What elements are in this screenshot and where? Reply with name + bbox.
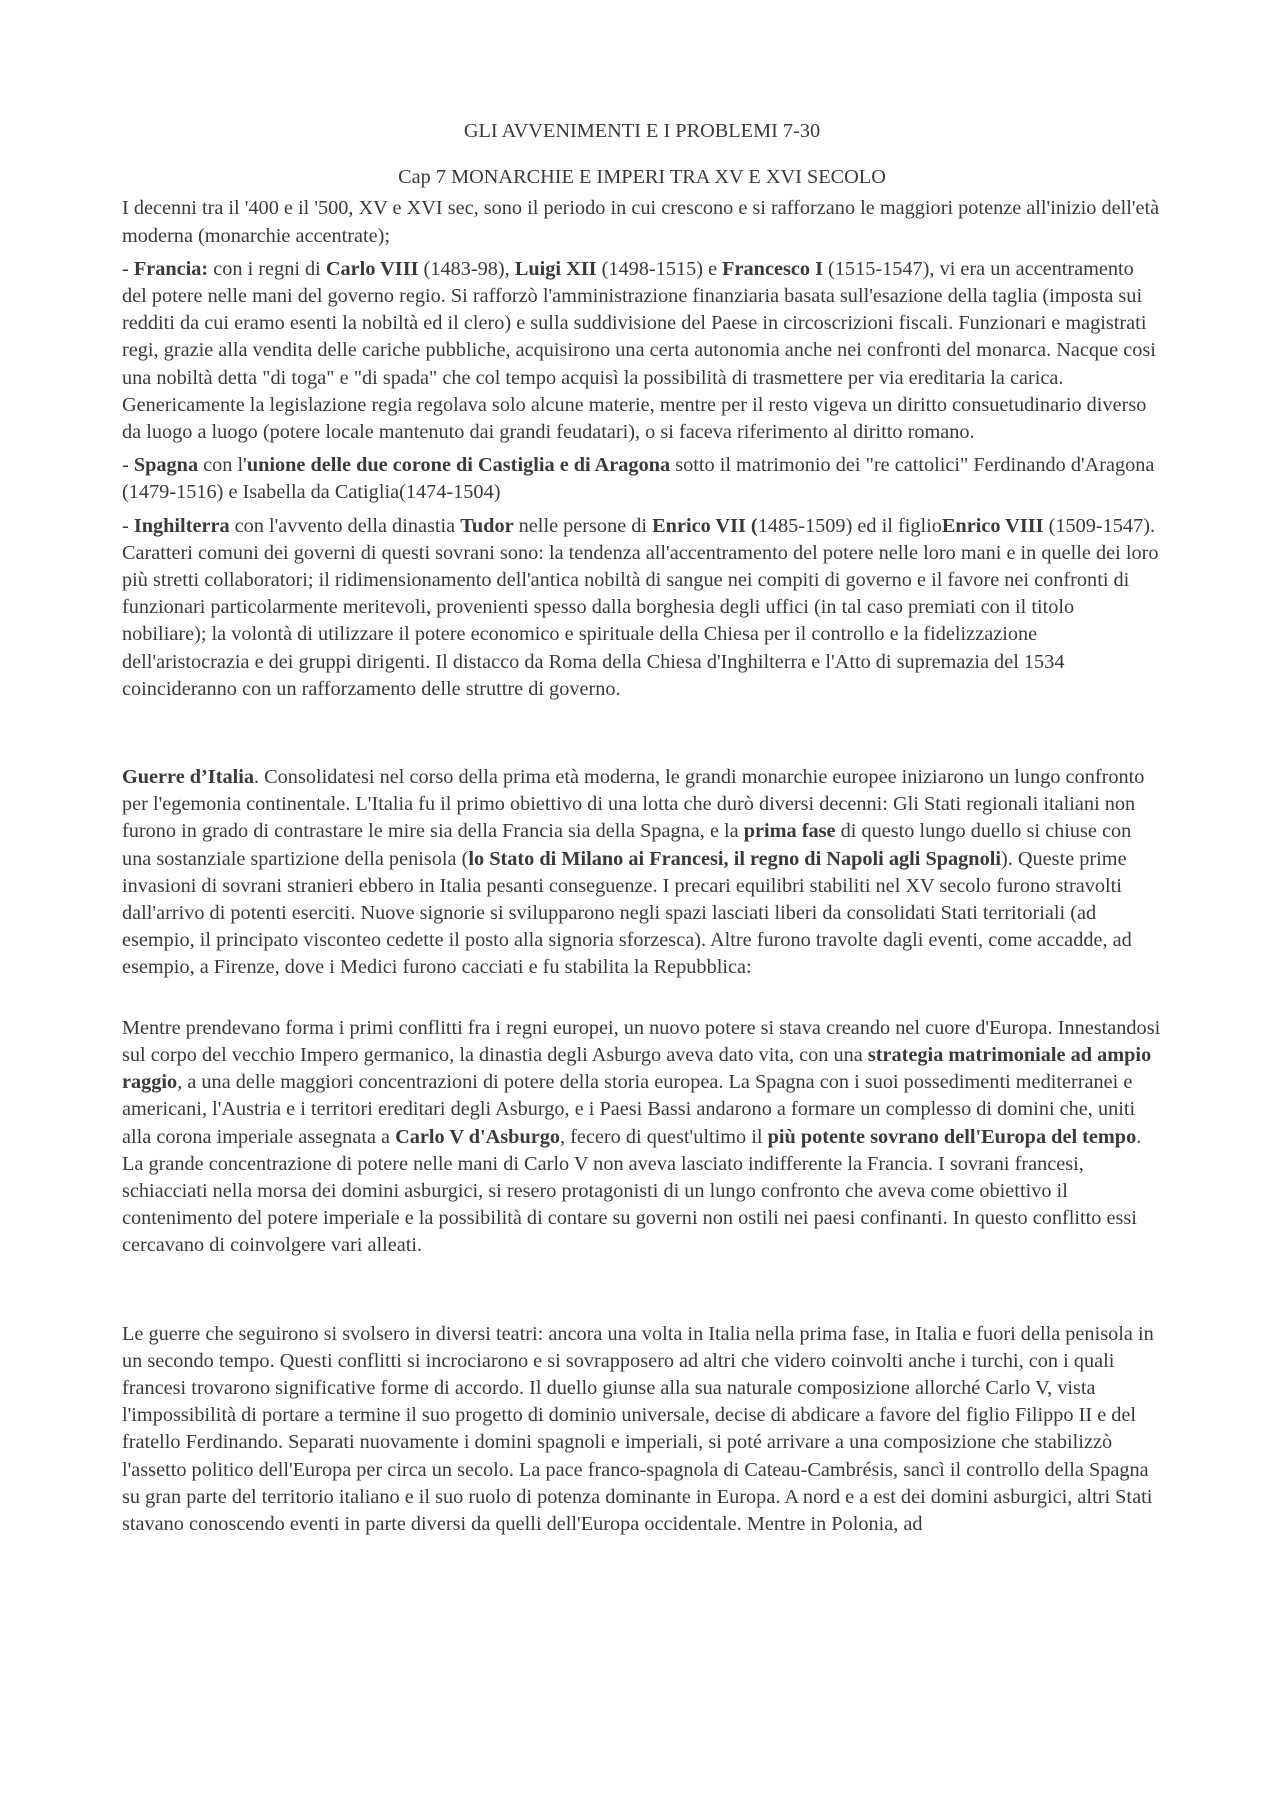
term-enrico-viii: Enrico VIII <box>941 514 1044 537</box>
term-carlo-v: Carlo V d'Asburgo <box>395 1125 561 1148</box>
term-tudor: Tudor <box>460 514 514 537</box>
spacer <box>122 988 1162 1015</box>
paragraph-guerre-italia: Guerre d’Italia. Consolidatesi nel corso della prima età moderna, le grandi monarchie europee iniziarono un lungo confronto per l'egemonia continentale. L'Italia fu il primo obiettivo di una lotta che durò diversi decenni: Gli Stati regionali italiani non furono in grado di contrastare le mire sia della Francia sia della Spagna, e la prima fase di questo lungo duello si chiuse con una sostanziale spartizione della penisola (lo Stato di Milano ai Francesi, il regno di Napoli agli Spagnoli). Queste prime invasioni di sovrani stranieri ebbero in Italia pesanti conseguenze. I precari equilibri stabiliti nel XV secolo furono stravolti dall'arrivo di potenti eserciti. Nuove signorie si svilupparono negli spazi lasciati liberi da consolidati Stati territoriali (ad esempio, il principato visconteo cedette il posto alla signoria sforzesca). Altre furono travolte dagli eventi, come accadde, ad esempio, a Firenze, dove i Medici furono cacciati e fu stabilita la Repubblica: <box>122 766 1145 979</box>
intro-paragraph: I decenni tra il '400 e il '500, XV e XVI sec, sono il periodo in cui crescono e si rafforzano le maggiori potenze all'inizio dell'età moderna (monarchie accentrate); <box>122 197 1160 247</box>
term-enrico-vii: Enrico VII ( <box>652 514 758 537</box>
paragraph-spagna: - Spagna con l'unione delle due corone di Castiglia e di Aragona sotto il matrimonio dei "re cattolici" Ferdinando d'Aragona (1479-1516) e Isabella da Catiglia(1474-1504) <box>122 454 1155 504</box>
term-guerre-italia: Guerre d’Italia <box>122 766 254 789</box>
paragraph-teatri: Le guerre che seguirono si svolsero in diversi teatri: ancora una volta in Italia nella prima fase, in Italia e fuori della penisola in un secondo tempo. Questi conflitti si incrociarono e si sovrapposero ad altri che videro coinvolti anche i turchi, con i quali francesi trovarono significative forme di accordo. Il duello giunse alla sua naturale composizione allorché Carlo V, vista l'impossibilità di portare a termine il suo progetto di dominio universale, decise di abdicare a favore del figlio Filippo II e del fratello Ferdinando. Separati nuovamente i domini spagnoli e imperiali, si poté arrivare a una composizione che stabilizzò l'assetto politico dell'Europa per circa un secolo. La pace franco-spagnola di Cateau-Cambrésis, sancì il controllo della Spagna su gran parte del territorio italiano e il suo ruolo di potenza dominante in Europa. A nord e a est dei domini asburgici, altri Stati stavano conoscendo eventi in parte diversi da quelli dell'Europa occidentale. Mentre in Polonia, ad <box>122 1322 1154 1535</box>
paragraph-francia: - Francia: con i regni di Carlo VIII (1483-98), Luigi XII (1498-1515) e Francesco I (1515-1547), vi era un accentramento del potere nelle mani del governo regio. Si rafforzò l'amministrazione finanziaria basata sull'esazione della taglia (imposta sui redditi da cui eramo esenti la nobiltà ed il clero) e sulla suddivisione del Paese in circoscrizioni fiscali. Funzionari e magistrati regi, grazie alla vendita delle cariche pubbliche, acquisirono una certa autonomia anche nei confronti del monarca. Nacque cosi una nobiltà detta "di toga" e "di spada" che col tempo acquisì la possibilità di trasmettere per via ereditaria la carica. Genericamente la legislazione regia regolava solo alcune materie, mentre per il resto vigeva un diritto consuetudinario diverso da luogo a luogo (potere locale mantenuto dai grandi feudatari), o si faceva riferimento al diritto romano. <box>122 257 1156 444</box>
paragraph-inghilterra: - Inghilterra con l'avvento della dinastia Tudor nelle persone di Enrico VII (1485-1509) ed il figlioEnrico VIII (1509-1547). Caratteri comuni dei governi di questi sovrani sono: la tendenza all'accentramento del potere nelle loro mani e in quelle dei loro più stretti collaboratori; il ridimensionamento dell'antica nobiltà di sangue nei compiti di governo e il favore nei confronti di funzionari particolarmente meritevoli, provenienti spesso dalla borghesia degli uffici (in tal caso premiati con il titolo nobiliare); la volontà di utilizzare il potere economico e spirituale della Chiesa per il controllo e la fidelizzazione dell'aristocrazia e dei gruppi dirigenti. Il distacco da Roma della Chiesa d'Inghilterra e l'Atto di supremazia del 1534 coincideranno con un rafforzamento delle struttre di governo. <box>122 514 1159 700</box>
paragraph-asburgo: Mentre prendevano forma i primi conflitti fra i regni europei, un nuovo potere si stava creando nel cuore d'Europa. Innestandosi sul corpo del vecchio Impero germanico, la dinastia degli Asburgo aveva dato vita, con una strategia matrimoniale ad ampio raggio, a una delle maggiori concentrazioni di potere della storia europea. La Spagna con i suoi possedimenti mediterranei e americani, l'Austria e i territori ereditari degli Asburgo, e i Paesi Bassi andarono a formare un complesso di domini che, uniti alla corona imperiale assegnata a Carlo V d'Asburgo, fecero di quest'ultimo il più potente sovrano dell'Europa del tempo. La grande concentrazione di potere nelle mani di Carlo V non aveva lasciato indifferente la Francia. I sovrani francesi, schiacciati nella morsa dei domini asburgici, si resero protagonisti di un lungo confronto che aveva come obiettivo il contenimento del potere imperiale e la possibilità di contare su governi non ostili nei paesi confinanti. In questo conflitto essi cercavano di coinvolgere vari alleati. <box>122 1016 1161 1257</box>
term-prima-fase: prima fase <box>743 820 836 843</box>
chapter-heading: Cap 7 MONARCHIE E IMPERI TRA XV E XVI SECOLO <box>398 166 886 189</box>
term-luigi-xii: Luigi XII <box>514 257 597 280</box>
term-milano-napoli: lo Stato di Milano ai Francesi, il regno di Napoli agli Spagnoli <box>468 847 1001 870</box>
term-piu-potente: più potente sovrano dell'Europa del tempo <box>767 1125 1137 1148</box>
document-body <box>122 118 1162 1544</box>
document-title: GLI AVVENIMENTI E I PROBLEMI 7-30 <box>463 120 821 142</box>
term-unione-corone: unione delle due corone di Castiglia e di Aragona <box>246 454 671 477</box>
term-spagna: Spagna <box>133 454 199 477</box>
term-inghilterra: Inghilterra <box>133 514 230 537</box>
spacer <box>122 709 1162 764</box>
term-carlo-viii: Carlo VIII <box>325 257 419 280</box>
term-francia: Francia: <box>133 257 209 280</box>
spacer <box>122 1266 1162 1321</box>
term-francesco-i: Francesco I <box>722 257 823 280</box>
term-strategia-matrimoniale: strategia matrimoniale ad ampio raggio <box>122 1043 1152 1094</box>
